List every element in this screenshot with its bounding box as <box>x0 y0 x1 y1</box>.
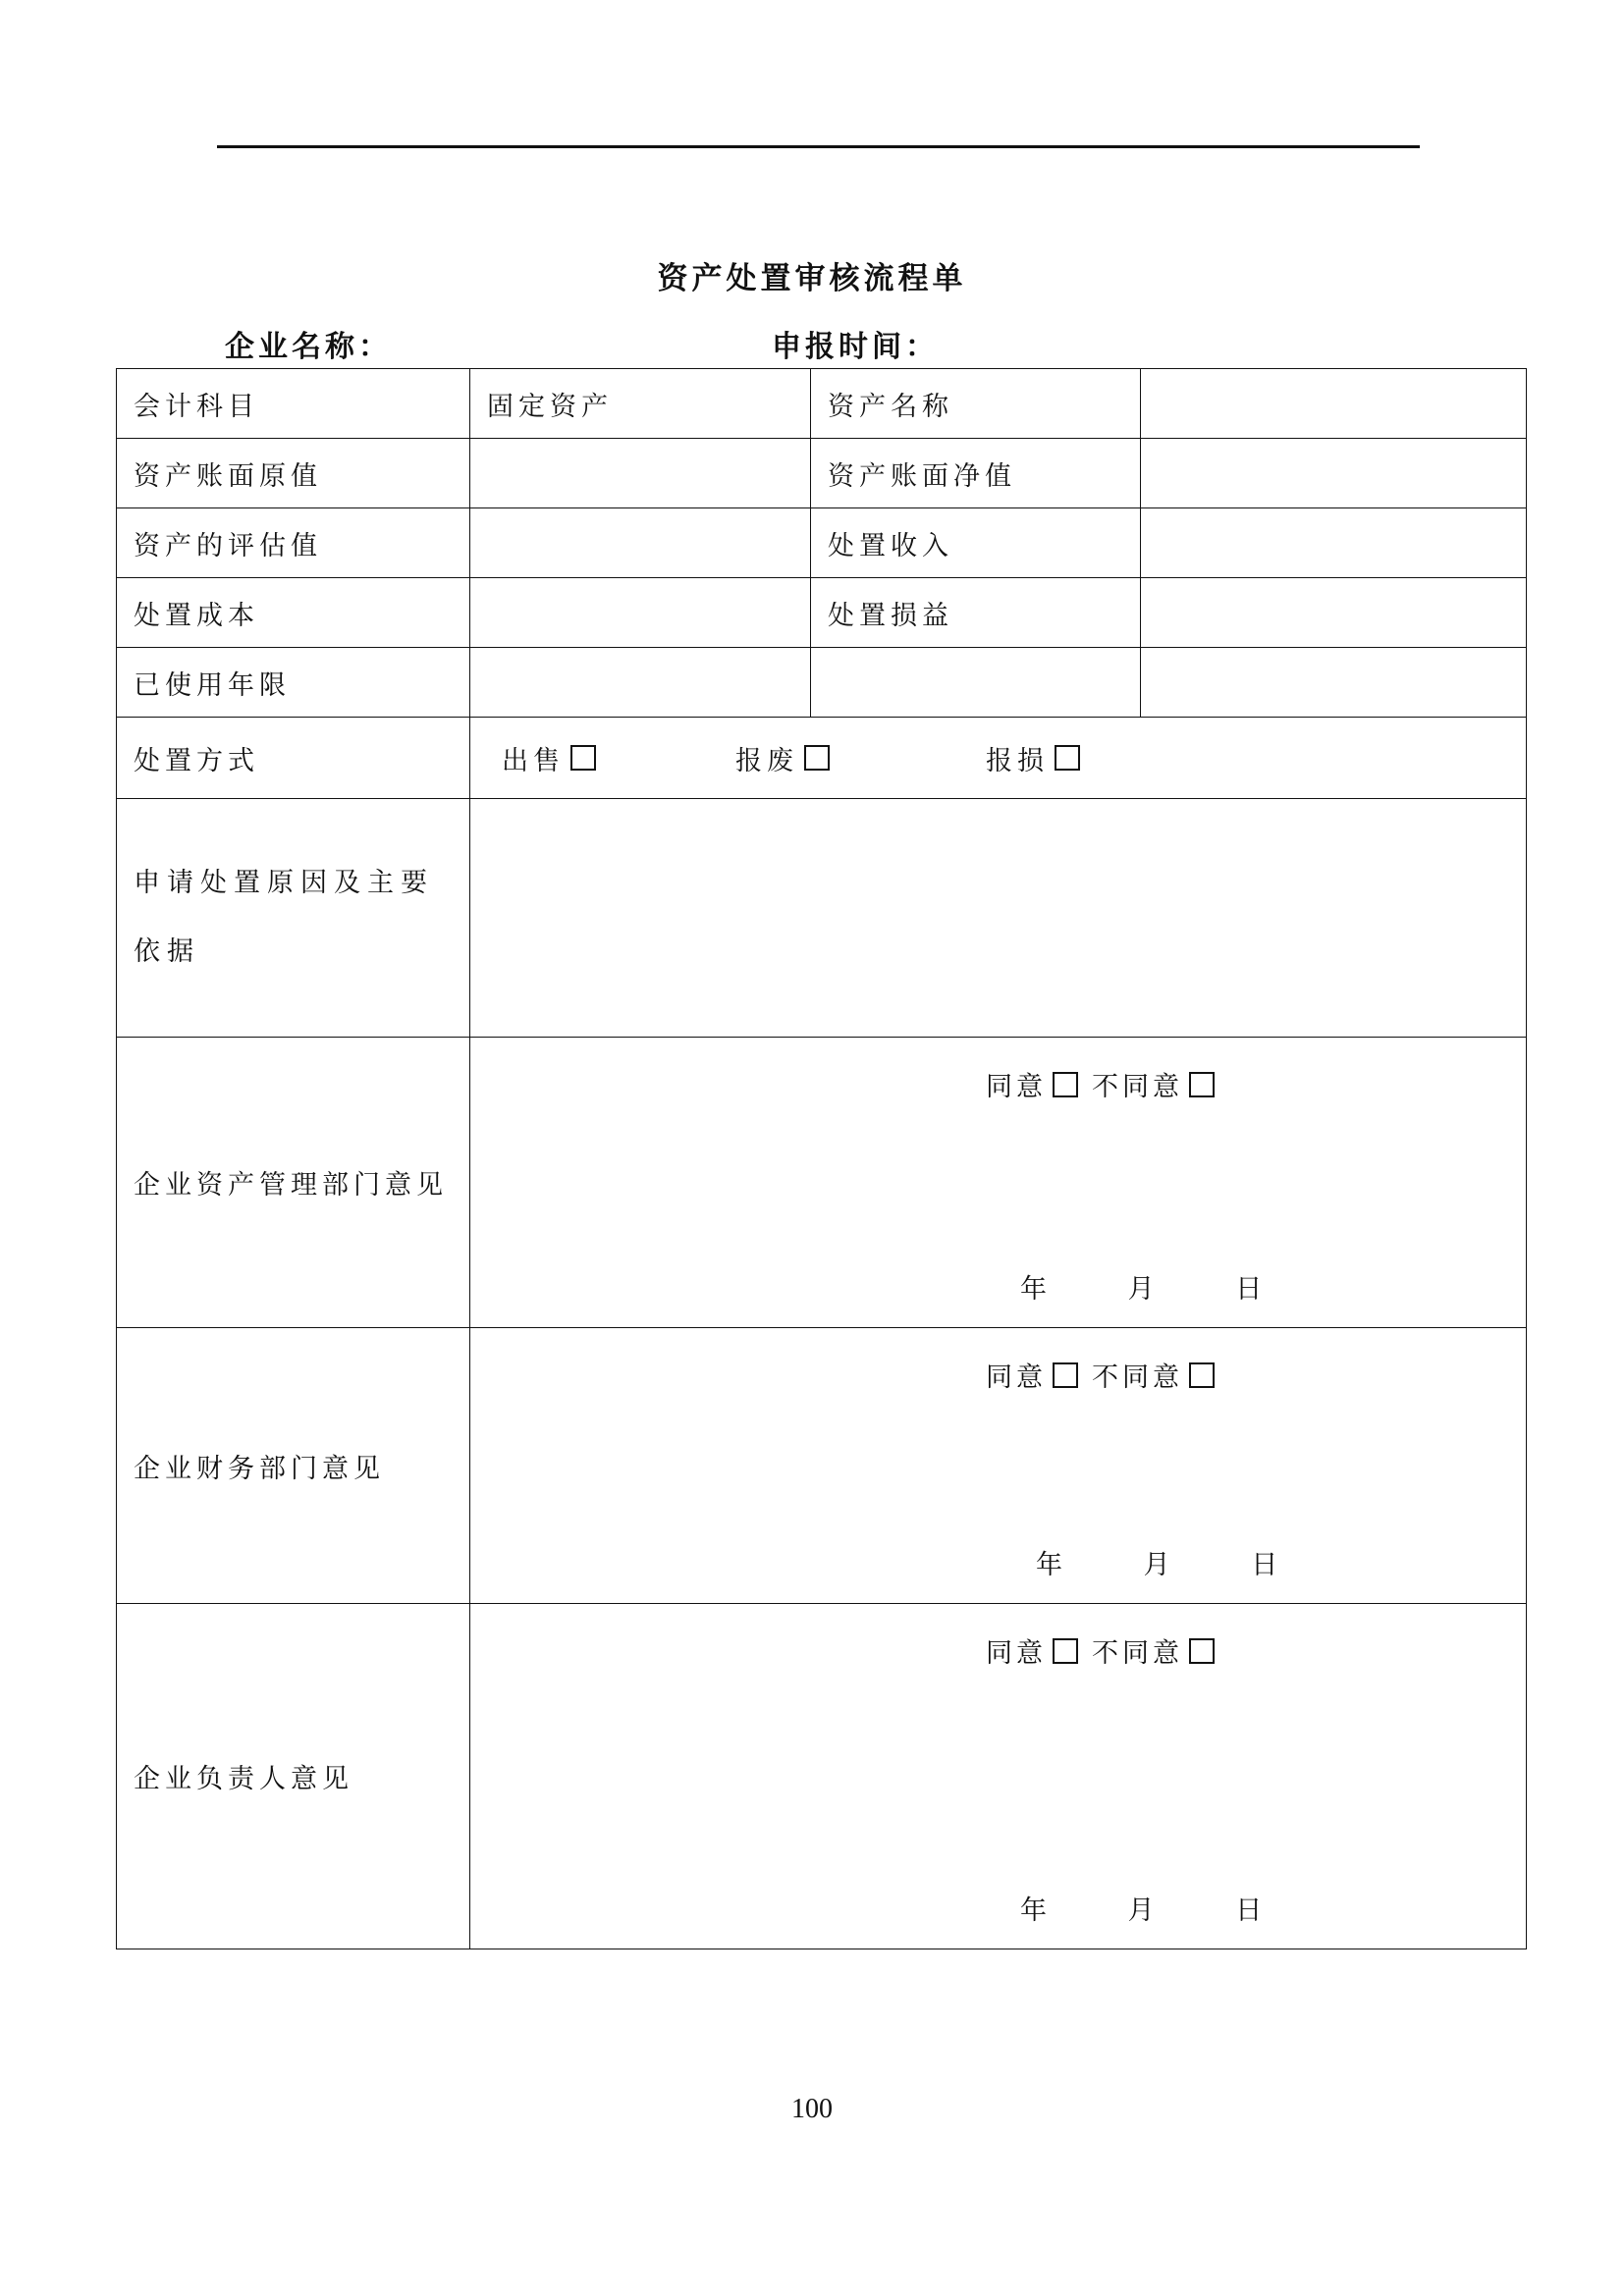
company-name-label: 企业名称： <box>225 330 392 364</box>
value-original-book-value[interactable] <box>470 439 811 508</box>
checkbox-disagree[interactable] <box>1189 1638 1215 1664</box>
year-label: 年 <box>1036 1550 1067 1580</box>
label-net-book-value: 资产账面净值 <box>811 439 1141 508</box>
year-label: 年 <box>1020 1896 1052 1926</box>
option-loss[interactable] <box>986 718 1080 798</box>
approval-choices <box>986 1065 1215 1103</box>
blank-cell[interactable] <box>1141 648 1527 718</box>
value-disposal-reason[interactable] <box>470 799 1527 1038</box>
table-row <box>117 799 1527 1038</box>
month-label: 月 <box>1143 1550 1175 1580</box>
value-appraised-value[interactable] <box>470 508 811 578</box>
agree-label: 同意 <box>986 1072 1047 1102</box>
approval-row <box>117 1038 1527 1328</box>
checkbox-disagree[interactable] <box>1189 1362 1215 1388</box>
option-sale-label: 出售 <box>502 745 565 776</box>
value-years-used[interactable] <box>470 648 811 718</box>
checkbox-sale[interactable] <box>570 745 596 771</box>
label-asset-name: 资产名称 <box>811 369 1141 439</box>
label-appraised-value: 资产的评估值 <box>117 508 470 578</box>
value-account-subject[interactable]: 固定资产 <box>470 369 811 439</box>
page-number: 100 <box>791 2094 833 2124</box>
approval-choices <box>986 1356 1215 1394</box>
label-years-used: 已使用年限 <box>117 648 470 718</box>
day-label: 日 <box>1251 1550 1283 1580</box>
agree-label: 同意 <box>986 1638 1047 1669</box>
day-label: 日 <box>1235 1274 1268 1305</box>
report-date-label: 申报时间： <box>772 330 939 364</box>
value-disposal-cost[interactable] <box>470 578 811 648</box>
approval-choices <box>986 1631 1215 1670</box>
month-label: 月 <box>1127 1274 1160 1305</box>
table-row <box>117 439 1527 508</box>
checkbox-agree[interactable] <box>1053 1072 1078 1097</box>
asset-dept-opinion-cell[interactable] <box>470 1038 1527 1328</box>
blank-cell[interactable] <box>811 648 1141 718</box>
table-row <box>117 718 1527 799</box>
value-net-book-value[interactable] <box>1141 439 1527 508</box>
table-row <box>117 578 1527 648</box>
disposal-method-options <box>470 718 1527 799</box>
label-original-book-value: 资产账面原值 <box>117 439 470 508</box>
label-disposal-reason: 申请处置原因及主要依据 <box>117 799 470 1038</box>
date-line <box>1020 1889 1267 1927</box>
finance-dept-opinion-cell[interactable] <box>470 1328 1527 1604</box>
manager-opinion-cell[interactable] <box>470 1604 1527 1949</box>
year-label: 年 <box>1020 1274 1052 1305</box>
table-row <box>117 648 1527 718</box>
disagree-label: 不同意 <box>1092 1638 1183 1669</box>
option-loss-label: 报损 <box>986 745 1049 776</box>
label-account-subject: 会计科目 <box>117 369 470 439</box>
disposal-form-table <box>116 368 1527 1949</box>
option-scrap-label: 报废 <box>735 745 798 776</box>
option-sale[interactable] <box>502 718 596 798</box>
approval-row <box>117 1604 1527 1949</box>
option-scrap[interactable] <box>735 718 830 798</box>
label-asset-dept-opinion: 企业资产管理部门意见 <box>117 1038 470 1328</box>
label-disposal-income: 处置收入 <box>811 508 1141 578</box>
label-disposal-method: 处置方式 <box>117 718 470 799</box>
checkbox-agree[interactable] <box>1053 1362 1078 1388</box>
approval-row <box>117 1328 1527 1604</box>
day-label: 日 <box>1235 1896 1268 1926</box>
date-line <box>1036 1543 1282 1581</box>
checkbox-loss[interactable] <box>1055 745 1080 771</box>
disagree-label: 不同意 <box>1092 1362 1183 1393</box>
date-line <box>1020 1267 1267 1306</box>
label-finance-dept-opinion: 企业财务部门意见 <box>117 1328 470 1604</box>
label-disposal-cost: 处置成本 <box>117 578 470 648</box>
table-row <box>117 369 1527 439</box>
value-asset-name[interactable] <box>1141 369 1527 439</box>
label-manager-opinion: 企业负责人意见 <box>117 1604 470 1949</box>
disagree-label: 不同意 <box>1092 1072 1183 1102</box>
agree-label: 同意 <box>986 1362 1047 1393</box>
checkbox-agree[interactable] <box>1053 1638 1078 1664</box>
month-label: 月 <box>1127 1896 1160 1926</box>
value-disposal-gain-loss[interactable] <box>1141 578 1527 648</box>
header-rule <box>217 145 1420 148</box>
checkbox-scrap[interactable] <box>804 745 830 771</box>
form-title: 资产处置审核流程单 <box>657 261 967 296</box>
table-row <box>117 508 1527 578</box>
checkbox-disagree[interactable] <box>1189 1072 1215 1097</box>
value-disposal-income[interactable] <box>1141 508 1527 578</box>
label-disposal-gain-loss: 处置损益 <box>811 578 1141 648</box>
